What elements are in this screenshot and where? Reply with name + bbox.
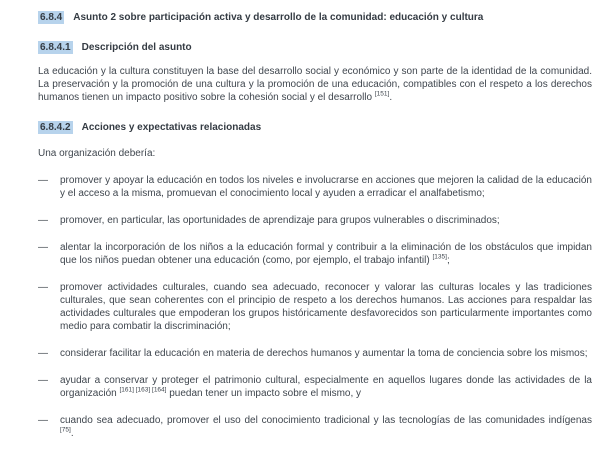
list-item <box>38 347 592 360</box>
footnote-ref: [75] <box>60 426 71 434</box>
footnote-ref: [135] <box>432 253 447 261</box>
section-number-highlight: 6.8.4.1 <box>40 42 71 53</box>
paragraph-text-after: . <box>389 92 393 103</box>
dash-bullet: — <box>38 175 48 186</box>
list-item <box>38 281 592 333</box>
dash-bullet: — <box>38 215 48 226</box>
actions-list <box>38 174 592 440</box>
list-item-text: ayudar a conservar y proteger el patrimonio cultural, especialmente en aquellos lugares donde las actividades de la organización <box>60 375 592 399</box>
list-item-text: promover, en particular, las oportunidades de aprendizaje para grupos vulnerables o discriminados; <box>60 215 500 226</box>
list-item-text-after: . <box>70 428 74 439</box>
list-item <box>38 174 592 200</box>
list-item <box>38 414 592 440</box>
dash-bullet: — <box>38 242 48 253</box>
list-item-text: cuando sea adecuado, promover el uso del conocimiento tradicional y las tecnologías de las comunidades indígenas <box>60 415 592 426</box>
list-item-text-after: ; <box>446 255 450 266</box>
section-title: Acciones y expectativas relacionadas <box>81 122 262 133</box>
list-item <box>38 241 592 267</box>
footnote-ref: [151] <box>374 90 390 98</box>
footnote-ref: [161] [163] [164] <box>119 386 167 394</box>
dash-bullet: — <box>38 348 48 359</box>
list-intro: Una organización debería: <box>38 148 156 159</box>
section-heading-684 <box>38 11 592 24</box>
section-title: Asunto 2 sobre participación activa y desarrollo de la comunidad: educación y cultura <box>73 12 484 23</box>
list-item <box>38 214 592 227</box>
description-paragraph <box>38 65 592 104</box>
dash-bullet: — <box>38 415 48 426</box>
section-title: Descripción del asunto <box>81 42 192 53</box>
list-item <box>38 374 592 400</box>
paragraph-text: La educación y la cultura constituyen la base del desarrollo social y económico y son parte de la identidad de la comunidad. La preservación y la promoción de una cultura y la promoción de una educación, compatibles con el respeto a los derechos humanos tienen un impacto positivo sobre la cohesión social y el desarrollo <box>38 66 592 103</box>
dash-bullet: — <box>38 282 48 293</box>
section-heading-6842 <box>38 121 592 134</box>
list-item-text: considerar facilitar la educación en materia de derechos humanos y aumentar la toma de conciencia sobre los mismos; <box>60 348 588 359</box>
list-item-text: alentar la incorporación de los niños a la educación formal y contribuir a la eliminación de los obstáculos que impidan que los niños puedan obtener una educación (como, por ejemplo, el trabajo infantil) <box>60 242 592 266</box>
section-heading-6841 <box>38 41 592 54</box>
list-item-text: promover y apoyar la educación en todos los niveles e involucrarse en acciones que mejoren la calidad de la educación y el acceso a la misma, promuevan el conocimiento local y ayuden a erradicar el analfabetismo; <box>60 175 592 199</box>
list-item-text: promover actividades culturales, cuando sea adecuado, reconocer y valorar las culturas locales y las tradiciones culturales, que sean coherentes con el principio de respeto a los derechos humanos. Las acciones para respaldar las actividades culturales que empoderan los grupos históricamente desfavorecidos son particularmente importantes como medio para combatir la discriminación; <box>60 282 592 332</box>
list-item-text-after: puedan tener un impacto sobre el mismo, y <box>166 388 362 399</box>
dash-bullet: — <box>38 375 48 386</box>
section-number-highlight: 6.8.4.2 <box>40 122 71 133</box>
section-number-highlight: 6.8.4 <box>40 12 63 23</box>
